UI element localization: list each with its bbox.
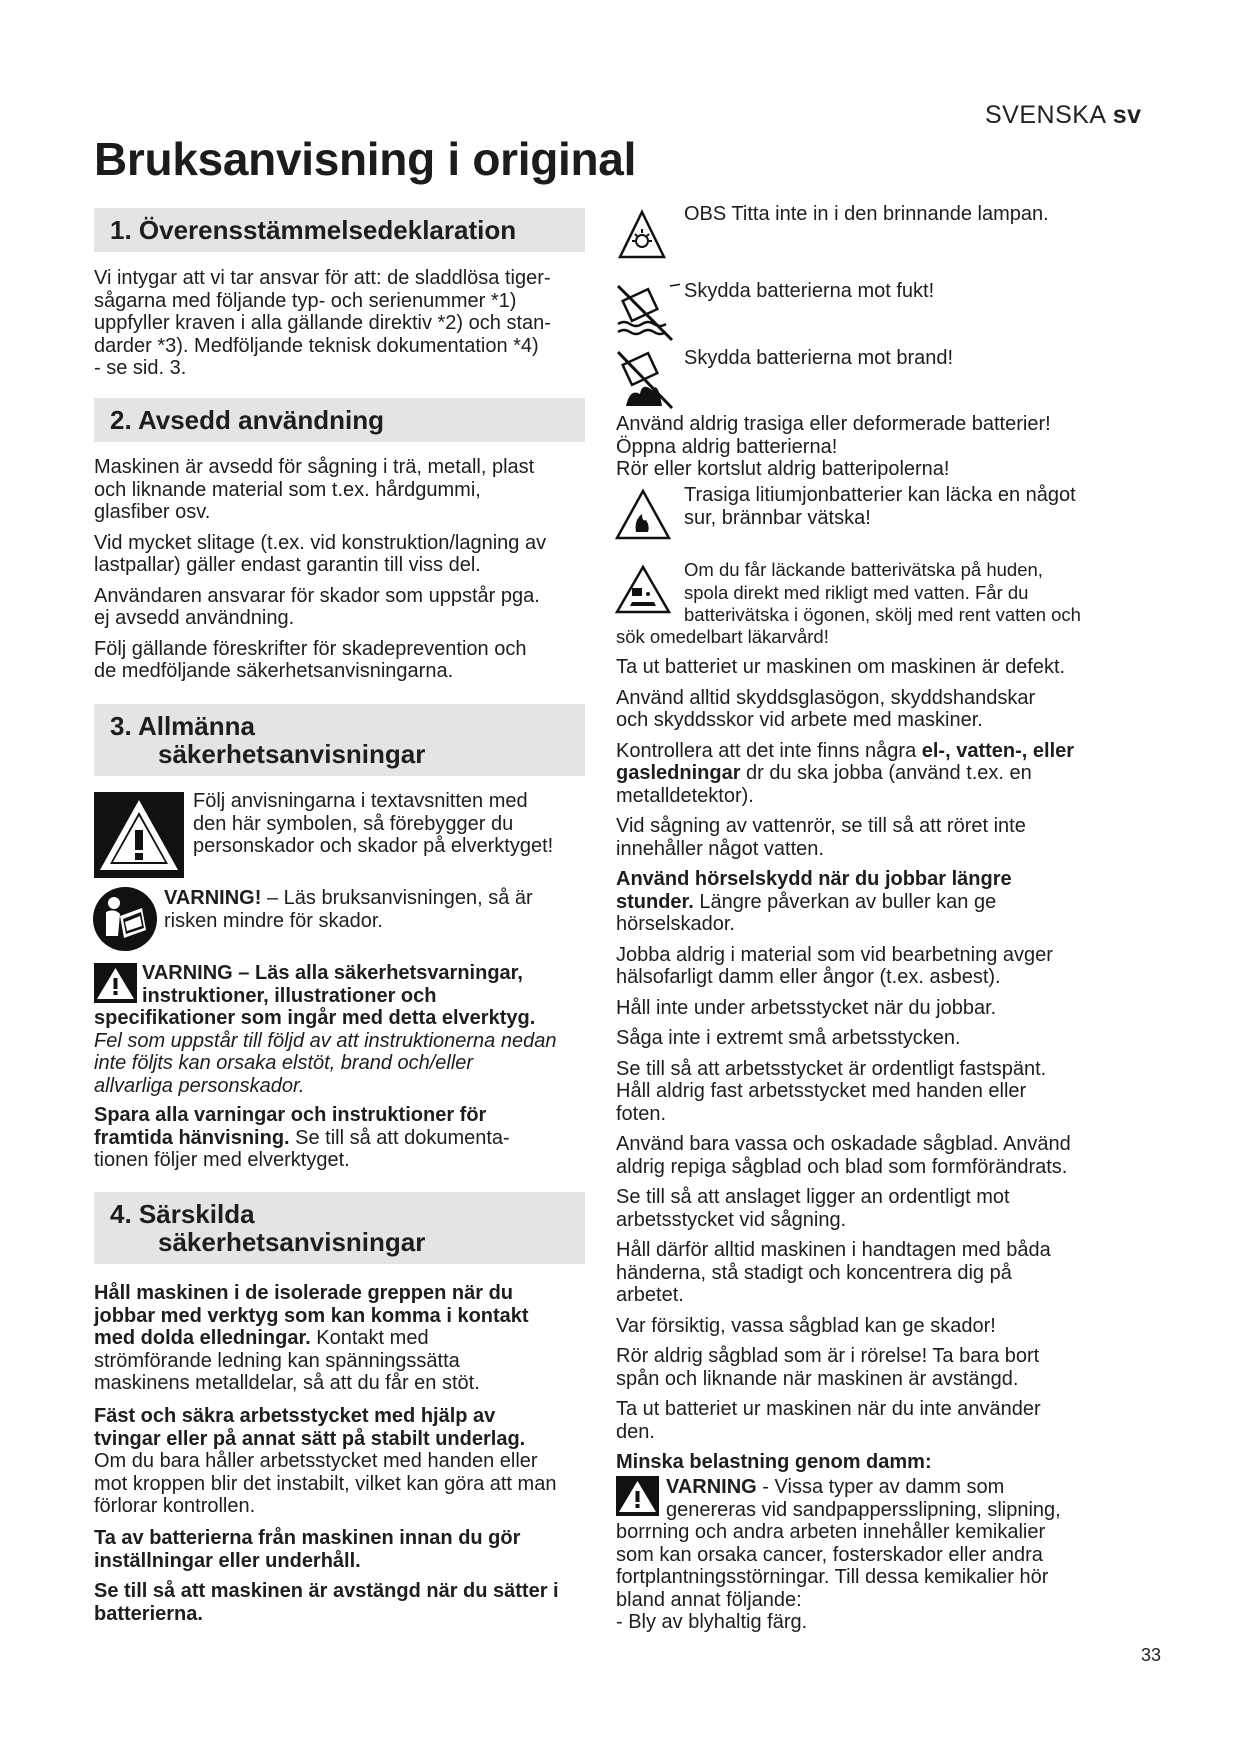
lamp-note: OBS Titta inte in i den brinnande lampan.: [684, 203, 1049, 225]
flammable-warning-icon: [614, 488, 672, 542]
section-heading-1: 1. Överensstämmelsedeklaration: [94, 208, 585, 252]
acid-note: Om du får läckande batterivätska på huden, spola direkt med rikligt med vatten. Får du batterivätska i ögonen, skölj med rent vatten och: [684, 559, 1081, 625]
page-title: Bruksanvisning i original: [94, 133, 637, 185]
lithium-note: Trasiga litiumjonbatterier kan läcka en något sur, brännbar vätska!: [684, 484, 1076, 529]
intended-use-text: Maskinen är avsedd för sågning i trä, metall, plast och liknande material som t.ex. hårdgummi, glasfiber osv. Vid mycket slitage (t.ex. vid konstruktion/lagning av lastpallar) gäller endast garantin till viss del. Användaren ansvarar för skador som uppstår pga. ej avsedd användning. Följ gällande föreskrifter för skadeprevention och de medföljande säkerhetsanvisningarna.: [94, 456, 547, 682]
special-safety-1: Håll maskinen i de isolerade greppen när du jobbar med verktyg som kan komma i kontakt med dolda elledningar. Kontakt med strömförande ledning kan spänningssätta maskinens metalldelar, så att du får en stöt.: [94, 1282, 529, 1394]
warning-small-icon: [94, 963, 137, 1003]
read-manual-icon: [92, 886, 158, 952]
special-safety-2: Fäst och säkra arbetsstycket med hjälp av tvingar eller på annat sätt på stabilt underlag. Om du bara håller arbetsstycket med handen eller mot kroppen blir det instabilt, vilket kan göra att man förlorar kontrollen.: [94, 1405, 557, 1517]
section-heading-3: 3. Allmänna säkerhetsanvisningar: [94, 704, 585, 776]
moisture-note: Skydda batterierna mot fukt!: [684, 280, 935, 302]
general-warning-body: specifikationer som ingår med detta elverktyg. Fel som uppstår till följd av att instruktionerna nedan inte följts kan orsaka elstöt, brand och/eller allvarliga personskador.: [94, 1007, 557, 1097]
lamp-warning-icon: [617, 209, 667, 261]
language-label: SVENSKA sv: [985, 101, 1142, 129]
declaration-text: Vi intygar att vi tar ansvar för att: de sladdlösa tiger- sågarna med följande typ- och serienummer *1) uppfyller kraven i alla gällande direktiv *2) och stan- darder *3). Medföljande teknisk dokumentation *4) - se sid. 3.: [94, 267, 551, 379]
dust-warning-body: borrning och andra arbeten innehåller kemikalier som kan orsaka cancer, fosterskador eller andra fortplantningsstörningar. Till dessa kemikalier hör bland annat följande: - Bly av blyhaltig färg.: [616, 1521, 1049, 1633]
general-warning-head: VARNING – Läs alla säkerhetsvarningar, instruktioner, illustrationer och: [142, 962, 523, 1007]
special-safety-4: Se till så att maskinen är avstängd när du sätter i batterierna.: [94, 1580, 559, 1625]
damaged-battery-note: Använd aldrig trasiga eller deformerade batterier! Öppna aldrig batterierna! Rör eller kortslut aldrig batteripolerna!: [616, 413, 1051, 480]
battery-fire-icon: [612, 348, 680, 414]
warning-triangle-icon: [94, 792, 184, 878]
section-heading-2: 2. Avsedd användning: [94, 398, 585, 442]
save-instructions: Spara alla varningar och instruktioner för framtida hänvisning. Se till så att dokumenta- tionen följer med elverktyget.: [94, 1104, 510, 1171]
fire-note: Skydda batterierna mot brand!: [684, 347, 954, 369]
dust-warning-head: VARNING - Vissa typer av damm som genereras vid sandpappersslipning, slipning,: [666, 1476, 1061, 1521]
right-text-block: Ta ut batteriet ur maskinen om maskinen är defekt. Använd alltid skyddsglasögon, skyddshandskar och skyddsskor vid arbete med maskiner. Kontrollera att det inte finns några el-, vatten-, eller gasledningar dr du ska jobba (använd t.ex. en metalldetektor). Vid sågning av vattenrör, se till så att röret inte innehåller något vatten. Använd hörselskydd när du jobbar längre stunder. Längre påverkan av buller kan ge hörselskador. Jobba aldrig i material som vid bearbetning avger hälsofarligt damm eller ångor (t.ex. asbest). Håll inte under arbetsstycket när du jobbar. Såga inte i extremt små arbetsstycken. Se till så att arbetsstycket är ordentligt fastspänt. Håll aldrig fast arbetsstycket med handen eller foten. Använd bara vassa och oskadade sågblad. Använd aldrig repiga sågblad och blad som formförändrats. Se till så att anslaget ligger an ordentligt mot arbetsstycket vid sågning. Håll därför alltid maskinen i handtagen med båda händerna, stå stadigt och koncentrera dig på arbetet. Var försiktig, vassa sågblad kan ge skador! Rör aldrig sågblad som är i rörelse! Ta bara bort spån och liknande när maskinen är avstängd. Ta ut batteriet ur maskinen när du inte använder den. Minska belastning genom damm:: [616, 656, 1075, 1473]
acid-note-end: sök omedelbart läkarvård!: [616, 626, 829, 647]
symbol-note: Följ anvisningarna i textavsnitten med den här symbolen, så förebygger du personskador och skador på elverktyget!: [193, 790, 554, 857]
dust-warning-icon: [616, 1476, 659, 1516]
special-safety-3: Ta av batterierna från maskinen innan du gör inställningar eller underhåll.: [94, 1527, 521, 1572]
page-number: 33: [1141, 1645, 1162, 1665]
battery-moisture-icon: [612, 280, 680, 346]
read-manual-note: VARNING! – Läs bruksanvisningen, så är risken mindre för skador.: [164, 887, 533, 932]
corrosive-warning-icon: [614, 564, 672, 616]
section-heading-4: 4. Särskilda säkerhetsanvisningar: [94, 1192, 585, 1264]
